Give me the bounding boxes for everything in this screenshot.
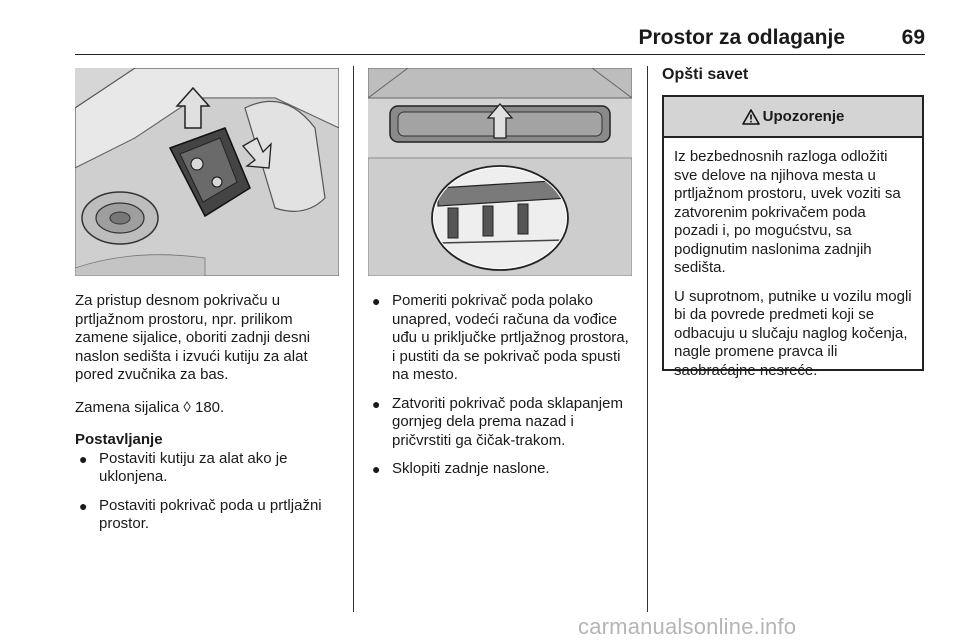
warning-box [662, 95, 924, 379]
list-item: ● Postaviti kutiju za alat ako je uklonjena. [79, 449, 288, 485]
toolbox-illustration [75, 68, 339, 276]
bulb-reference-text: Zamena sijalica [75, 398, 180, 416]
bullet-icon: ● [372, 293, 381, 309]
toolbox-drawing [75, 68, 339, 276]
warning-paragraph-2: U suprotnom, putnike u vozilu mogli bi da povrede predmeti koji se odbacuju u slučaju naglog kočenja, nagle promene pravca ili saobraćajne nesreće. [674, 287, 912, 379]
installation-heading: Postavljanje [75, 431, 163, 448]
page-number: 69 [901, 26, 925, 49]
bulb-reference-paragraph [75, 399, 347, 418]
warning-paragraph-1: Iz bezbednosnih razloga odložiti sve delove na njihova mesta u prtljažnom prostoru, uvek voziti sa zatvorenim pokrivačem poda pozadi i, po mogućstvu, sa podignutim naslonima zadnjih sedišta. [674, 148, 901, 276]
header-title: Prostor za odlaganje [638, 26, 845, 49]
bullet-icon: ● [372, 395, 381, 412]
warning-title: Upozorenje [762, 108, 845, 125]
warning-body [664, 138, 922, 380]
page-header [75, 26, 925, 55]
list-item: ● Pomeriti pokrivač poda polako unapred, vodeći računa da vođice uđu u priključke prtljažnog prostora, i pustiti da se pokrivač poda spusti na mesto. [372, 292, 629, 383]
warning-header [664, 97, 922, 138]
floor-cover-illustration [368, 68, 632, 276]
floor-cover-drawing [368, 68, 632, 276]
watermark-text: carmanualsonline.info [578, 614, 797, 639]
warning-triangle-icon [742, 109, 760, 125]
list-item: ● Zatvoriti pokrivač poda sklapanjem gornjeg dela prema nazad i pričvrstiti ga čičak-trakom. [372, 394, 623, 449]
floor-cover-steps [368, 292, 636, 479]
installation-steps [75, 450, 347, 534]
middle-column-text [368, 292, 636, 489]
list-item: ● Sklopiti zadnje naslone. [372, 460, 550, 477]
left-column-text [75, 292, 347, 544]
column-divider-left [353, 66, 354, 612]
list-item: ● Postaviti pokrivač poda u prtljažni prostor. [79, 496, 322, 532]
general-advice-heading: Opšti savet [662, 66, 749, 83]
bullet-icon: ● [79, 497, 88, 514]
access-paragraph: Za pristup desnom pokrivaču u prtljažnom prostoru, npr. prilikom zamene sijalice, oboriti zadnji desni naslon sedišta i izvući kutiju za alat pored zvučnika za bas. [75, 292, 311, 383]
column-divider-right [647, 66, 648, 612]
bullet-icon: ● [79, 450, 88, 467]
page-reference-icon: ◊ [183, 398, 191, 416]
page-reference-link[interactable]: 180. [194, 398, 225, 416]
bullet-icon: ● [372, 461, 381, 477]
